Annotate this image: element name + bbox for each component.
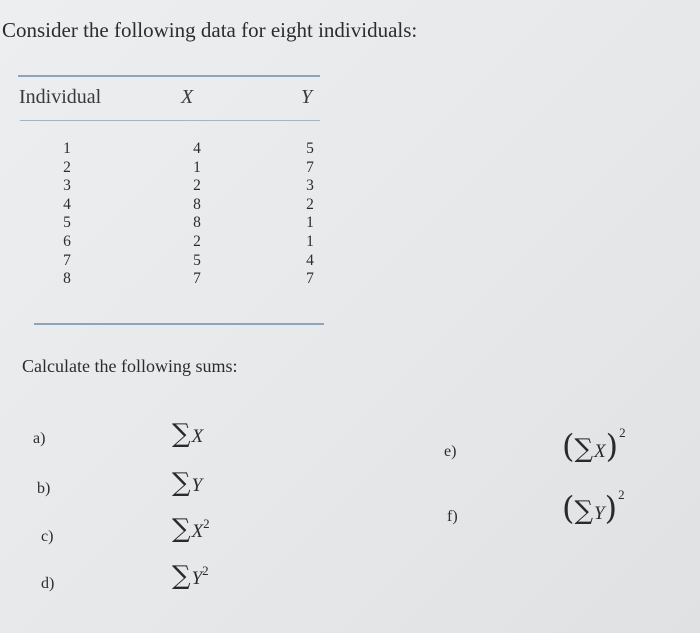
sigma-symbol: ∑ bbox=[172, 561, 191, 591]
table-cell: 7 bbox=[306, 158, 314, 176]
table-cell: 5 bbox=[193, 251, 201, 269]
sigma-symbol: ∑ bbox=[574, 434, 594, 464]
table-cell: 5 bbox=[306, 140, 314, 157]
table-cell: 5 bbox=[63, 214, 71, 232]
sigma-symbol: ∑ bbox=[172, 514, 191, 544]
table-cell: 2 bbox=[193, 177, 201, 195]
table-cell: 4 bbox=[306, 251, 314, 269]
table-cell: 2 bbox=[63, 158, 71, 176]
question-b-label: b) bbox=[37, 480, 51, 497]
close-paren: ) bbox=[604, 489, 618, 527]
table-cell: 7 bbox=[193, 270, 201, 288]
column-individual-values bbox=[57, 140, 77, 289]
table-cell: 3 bbox=[63, 177, 71, 195]
column-header-x: X bbox=[181, 86, 194, 108]
table-cell: 8 bbox=[63, 270, 71, 288]
exponent: 2 bbox=[202, 563, 209, 578]
table-top-rule bbox=[18, 75, 320, 77]
table-cell: 4 bbox=[193, 140, 201, 157]
question-d-label: d) bbox=[41, 575, 55, 592]
table-cell: 2 bbox=[193, 232, 201, 250]
table-cell: 1 bbox=[306, 232, 314, 250]
question-f-label: f) bbox=[447, 508, 458, 525]
question-b-expression bbox=[172, 468, 202, 498]
sigma-symbol: ∑ bbox=[172, 468, 191, 498]
table-cell: 8 bbox=[193, 214, 201, 232]
variable: X bbox=[191, 521, 204, 542]
instruction-text: Calculate the following sums: bbox=[22, 356, 238, 376]
question-c-expression bbox=[172, 514, 210, 544]
question-e-label: e) bbox=[444, 443, 457, 460]
sigma-symbol: ∑ bbox=[172, 419, 191, 449]
close-paren: ) bbox=[605, 427, 619, 465]
column-header-individual: Individual bbox=[19, 86, 102, 108]
question-e-expression bbox=[562, 427, 626, 465]
table-cell: 6 bbox=[63, 232, 71, 250]
exponent: 2 bbox=[619, 425, 626, 440]
variable: Y bbox=[594, 503, 605, 524]
question-f-expression bbox=[562, 489, 625, 527]
table-cell: 1 bbox=[193, 158, 201, 176]
table-cell: 7 bbox=[63, 251, 71, 269]
table-cell: 2 bbox=[306, 195, 314, 213]
variable: X bbox=[191, 426, 204, 447]
table-cell: 1 bbox=[63, 140, 71, 157]
table-cell: 4 bbox=[63, 195, 71, 213]
table-cell: 7 bbox=[306, 270, 314, 288]
column-header-y: Y bbox=[301, 86, 313, 108]
question-c-label: c) bbox=[41, 528, 54, 545]
variable: Y bbox=[191, 568, 203, 589]
open-paren: ( bbox=[562, 427, 575, 465]
table-header-rule bbox=[20, 120, 320, 121]
column-y-values bbox=[300, 140, 320, 289]
table-cell: 3 bbox=[306, 177, 314, 195]
table-bottom-rule bbox=[34, 323, 324, 325]
variable: X bbox=[594, 441, 606, 462]
table-cell: 1 bbox=[306, 214, 314, 232]
table-cell: 8 bbox=[193, 195, 201, 213]
exponent: 2 bbox=[203, 516, 210, 531]
open-paren: ( bbox=[562, 489, 575, 527]
sigma-symbol: ∑ bbox=[574, 496, 594, 526]
question-a-expression bbox=[172, 419, 203, 449]
problem-heading: Consider the following data for eight individuals: bbox=[2, 18, 418, 42]
variable: Y bbox=[191, 475, 203, 496]
question-a-label: a) bbox=[33, 430, 46, 447]
exponent: 2 bbox=[618, 487, 625, 502]
question-d-expression bbox=[172, 561, 209, 591]
column-x-values bbox=[187, 140, 207, 289]
